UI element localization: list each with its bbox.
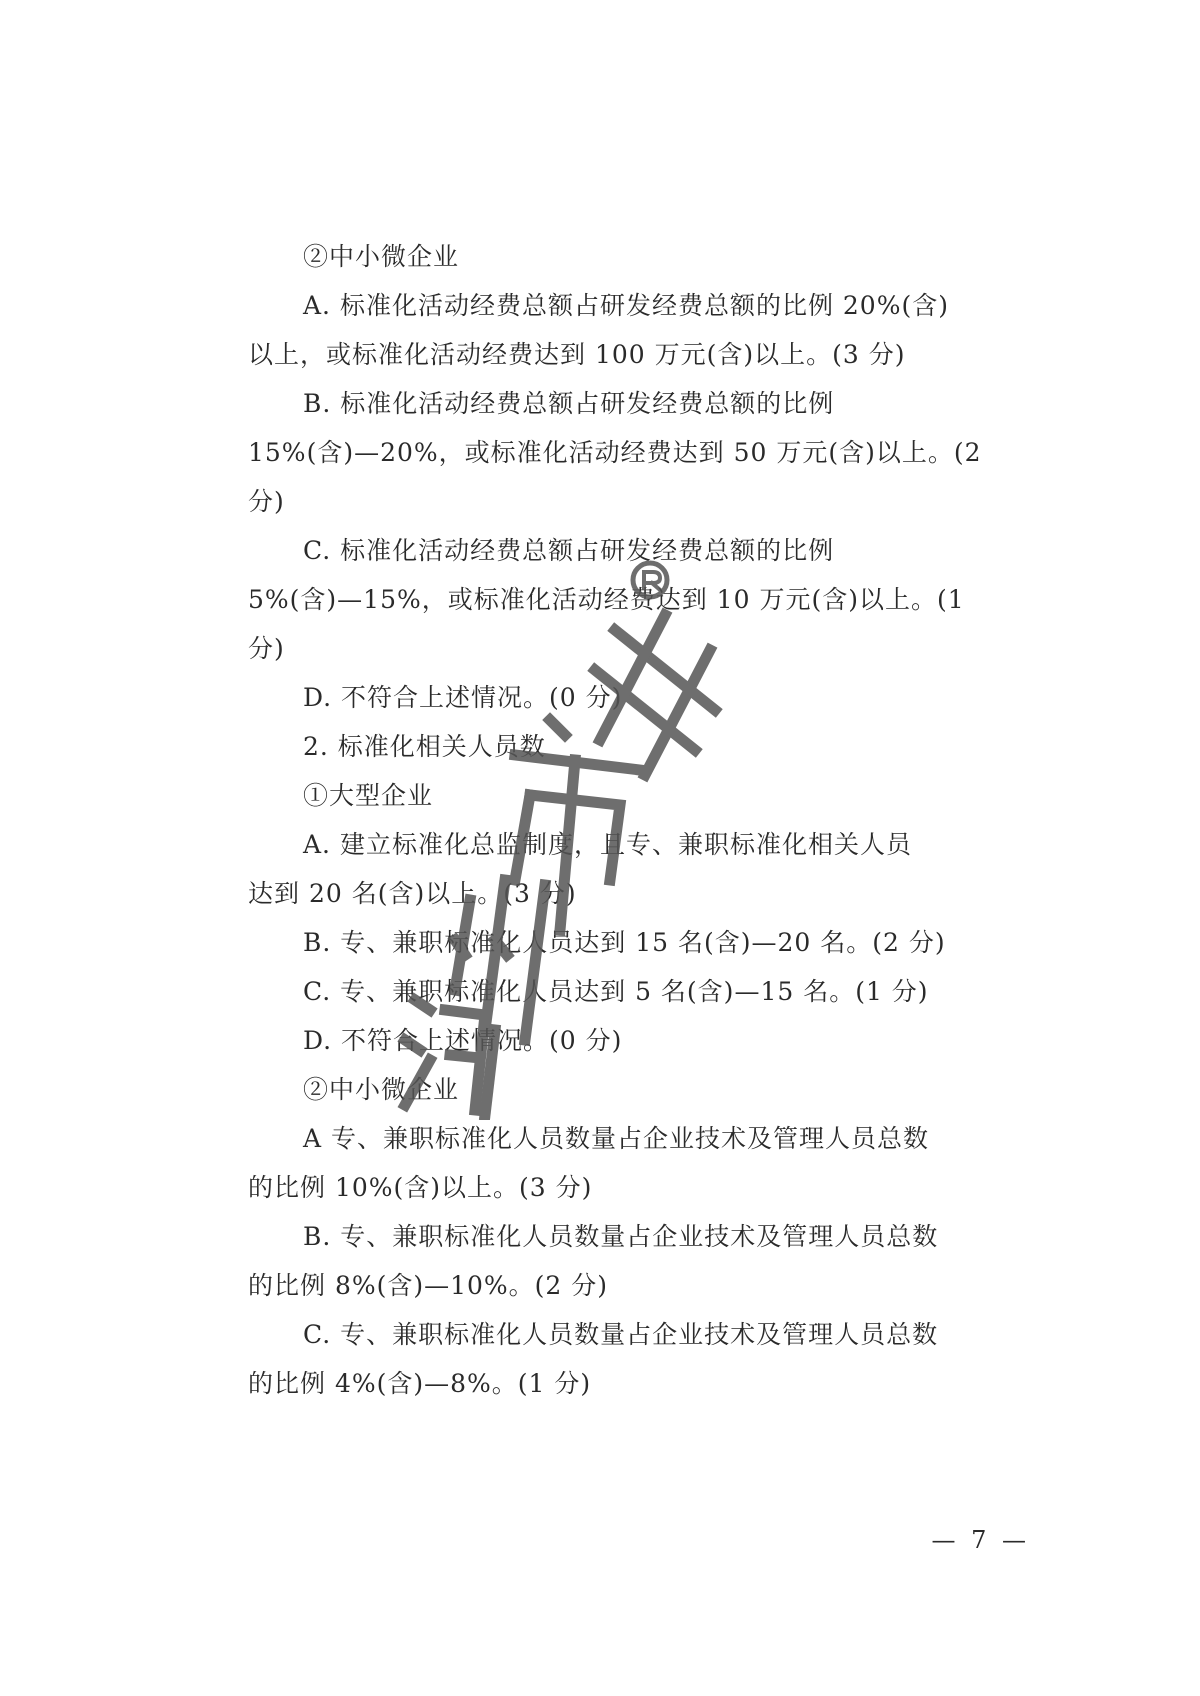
section-2-heading: 2. 标准化相关人员数 [303, 732, 546, 761]
sme-staff-item-c-line-2: 的比例 4%(含)—8%。(1 分) [248, 1369, 592, 1398]
staff-item-d: D. 不符合上述情况。(0 分) [303, 1026, 623, 1055]
staff-item-b: B. 专、兼职标准化人员达到 15 名(含)—20 名。(2 分) [303, 928, 946, 957]
item-a-line-1: A. 标准化活动经费总额占研发经费总额的比例 20%(含) [303, 291, 949, 320]
staff-item-a-line-2: 达到 20 名(含)以上。(3 分) [248, 879, 577, 908]
staff-item-a-line-1: A. 建立标准化总监制度，且专、兼职标准化相关人员 [303, 830, 912, 859]
sme-staff-item-c-line-1: C. 专、兼职标准化人员数量占企业技术及管理人员总数 [303, 1320, 939, 1349]
item-b-line-3: 分) [248, 487, 285, 516]
sme-staff-item-a-line-1: A 专、兼职标准化人员数量占企业技术及管理人员总数 [303, 1124, 930, 1153]
page-number: — 7 — [931, 1526, 1030, 1554]
item-b-line-2: 15%(含)—20%，或标准化活动经费达到 50 万元(含)以上。(2 [248, 438, 982, 467]
item-c-line-1: C. 标准化活动经费总额占研发经费总额的比例 [303, 536, 835, 565]
sme-staff-item-b-line-2: 的比例 8%(含)—10%。(2 分) [248, 1271, 609, 1300]
sme-staff-item-b-line-1: B. 专、兼职标准化人员数量占企业技术及管理人员总数 [303, 1222, 939, 1251]
item-c-line-3: 分) [248, 634, 285, 663]
staff-item-c: C. 专、兼职标准化人员达到 5 名(含)—15 名。(1 分) [303, 977, 929, 1006]
sme-staff-item-a-line-2: 的比例 10%(含)以上。(3 分) [248, 1173, 593, 1202]
item-c-line-2: 5%(含)—15%，或标准化活动经费达到 10 万元(含)以上。(1 [248, 585, 965, 614]
heading-large-enterprise: ①大型企业 [303, 781, 434, 810]
item-d: D. 不符合上述情况。(0 分) [303, 683, 623, 712]
item-b-line-1: B. 标准化活动经费总额占研发经费总额的比例 [303, 389, 835, 418]
item-a-line-2: 以上，或标准化活动经费达到 100 万元(含)以上。(3 分) [248, 340, 906, 369]
heading-sme: ②中小微企业 [303, 242, 460, 271]
heading-sme-staff: ②中小微企业 [303, 1075, 460, 1104]
document-body [248, 232, 983, 1408]
